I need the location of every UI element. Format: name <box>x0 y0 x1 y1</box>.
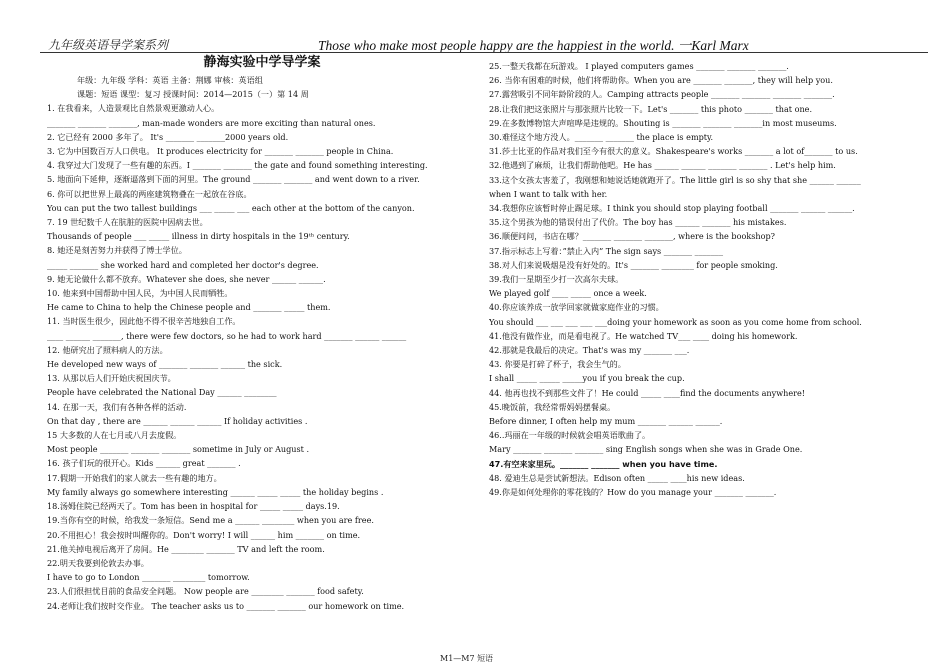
right-column <box>489 59 929 499</box>
exercise-line: You should ___ ___ ___ ___ ___doing your homework as soon as you come home from school. <box>489 316 862 327</box>
exercise-line: I shall _____ _____ _____you if you break the cup. <box>489 373 685 384</box>
exercise-line: He developed new ways of _______ _______ ______ the sick. <box>47 359 283 370</box>
exercise-line: You can put the two tallest buildings ___ _____ ___ each other at the bottom of the canyon. <box>47 202 415 213</box>
exercise-line: 38.对人们来说吸烟是没有好处的。It's _______ ________ for people smoking. <box>489 259 778 270</box>
exercise-line: 8. 她还是刻苦努力并获得了博士学位。 <box>47 245 187 256</box>
exercise-line: 37.指示标志上写着：”禁止入内” The sign says _______ _______ <box>489 245 723 256</box>
exercise-line: 42.那就是我最后的决定。That's was my _______ ___. <box>489 345 690 356</box>
exercise-line: 36.顺便问问，书店在哪？_______ _______ _______, where is the bookshop? <box>489 231 775 242</box>
exercise-line: 12. 他研究出了照料病人的方法。 <box>47 344 168 355</box>
exercise-line: 40.你应该养成一放学回家就做家庭作业的习惯。 <box>489 302 664 313</box>
worksheet-title: 静海实验中学导学案 <box>203 55 321 70</box>
exercise-line: 23.人们很担忧目前的食品安全问题。 Now people are ________ _______ food safety. <box>47 586 364 597</box>
exercise-line: 25.一整天我都在玩游戏。 I played computers games _______ _______ _______. <box>489 61 789 71</box>
exercise-line: Most people _______ _______ _______ sometime in July or August . <box>47 444 310 455</box>
exercise-line: ____ ______ _______, there were few doctors, so he had to work hard _______ ______ ______ <box>47 330 407 341</box>
exercise-line: 47.有空来家里玩。_______ _______ when you have time. <box>489 458 718 469</box>
meta-line: 年级：九年级 学科：英语 主备：荆娜 审核：英语组 <box>77 75 263 85</box>
left-column <box>47 54 477 613</box>
exercise-line: I have to go to London _______ ________ tomorrow. <box>47 572 250 583</box>
exercise-line: 5. 地面向下延伸，逐渐逼落到下面的河里。The ground _______ _______ and went down to a river. <box>47 174 420 185</box>
exercise-line: 21.他关掉电视后离开了房间。He ________ _______ TV and left the room. <box>47 543 325 554</box>
exercise-line: He came to China to help the Chinese people and _______ _____ them. <box>47 302 331 313</box>
exercise-line: 20.不用担心！我会按时叫醒你的。Don't worry! I will ______ him _______ on time. <box>47 529 361 540</box>
left-exercise-list <box>47 101 477 612</box>
exercise-line: 18.汤姆住院已经两天了。Tom has been in hospital for _____ _____ days.19. <box>47 501 340 512</box>
exercise-line: 9. 她无论做什么都不放弃。Whatever she does, she never ______ ______. <box>47 273 326 284</box>
exercise-line: On that day , there are ______ ______ ______ If holiday activities . <box>47 415 308 426</box>
exercise-line: Before dinner, I often help my mum _______ ______ ______. <box>489 416 723 427</box>
exercise-line: 48. 爱迪生总是尝试新想法。Edison often _____ ____his new ideas. <box>489 472 745 483</box>
exercise-line: Thousands of people ___ _____ illness in dirty hospitals in the 19ᵗʰ century. <box>47 231 350 242</box>
page-header <box>20 36 932 52</box>
exercise-line: My family always go somewhere interesting ______ _____ _____ the holiday begins . <box>47 486 384 497</box>
exercise-line: 31.莎士比亚的作品对我们至今有很大的意义。Shakespeare's works _______ a lot of_______ to us. <box>489 146 858 157</box>
exercise-line: 35.这个男孩为他的错误付出了代价。The boy has ______ _______ his mistakes. <box>489 217 787 228</box>
exercise-line: 13. 从那以后人们开始庆祝国庆节。 <box>47 373 176 384</box>
exercise-line: 30.难怪这个地方没人。_______ _______ the place is empty. <box>489 132 714 143</box>
exercise-line: 34.我想你应该暂时停止踢足球。I think you should stop playing football _______ ______ ______. <box>489 203 855 214</box>
page-footer: M1—M7 短语 <box>440 654 494 663</box>
exercise-line: Mary _______ _______ _______ sing English songs when she was in Grade One. <box>489 444 803 455</box>
exercise-line: 2. 它已经有 2000 多年了。 It's _______ _______2000 years old. <box>47 131 289 142</box>
series-title: 九年级英语导学案系列 <box>48 38 169 52</box>
header-rule <box>40 52 928 53</box>
exercise-line: _____ _______ she worked hard and completed her doctor's degree. <box>47 259 319 270</box>
exercise-line: 10. 他来到中国帮助中国人民，为中国人民而牺牲。 <box>47 288 233 299</box>
exercise-line: 32.他遇到了麻烦，让我们帮助他吧。He has ______ ______ _______ _______ . Let's help him. <box>489 160 836 171</box>
exercise-line: 3. 它为中国数百万人口供电。 It produces electricity for _______ _______ people in China. <box>47 146 394 157</box>
exercise-line: 1. 在我看来，人造景观比自然景观更激动人心。 <box>47 103 220 114</box>
exercise-line: 44. 他再也找不到那些文件了！He could _____ ____find the documents anywhere! <box>489 387 806 398</box>
exercise-line: 6. 你可以把世界上最高的两座建筑物叠在一起放在谷底。 <box>47 188 252 199</box>
exercise-line: 33.这个女孩太害羞了，我刚想和她说话她就跑开了。The little girl is so shy that she ______ ______ <box>489 174 861 185</box>
exercise-line: People have celebrated the National Day ______ ________ <box>47 387 277 398</box>
exercise-line: 46..玛丽在一年级的时候就会唱英语歌曲了。 <box>489 430 651 441</box>
exercise-line: 14. 在那一天，我们有各种各样的活动. <box>47 401 187 412</box>
exercise-line: 7. 19 世纪数千人在肮脏的医院中因病去世。 <box>47 217 208 228</box>
exercise-line: 15 大多数的人在七月或八月去度假。 <box>47 430 182 441</box>
exercise-line: 49.你是如何处理你的零花钱的？How do you manage your _______ _______. <box>489 487 777 498</box>
exercise-line: _______ _______ _______, man-made wonders are more exciting than natural ones. <box>47 117 376 128</box>
exercise-line: when I want to talk with her. <box>489 188 608 199</box>
exercise-line: 16. 孩子们玩的很开心。Kids ______ great _______ . <box>47 458 241 469</box>
exercise-line: 27.露营吸引不同年龄阶段的人。Camping attracts people _______ _______ _______ _______. <box>489 89 835 100</box>
exercise-line: 45.晚饭前，我经常帮妈妈摆餐桌。 <box>489 401 616 412</box>
exercise-line: 24.老师让我们按时交作业。 The teacher asks us to _______ _______ our homework on time. <box>47 600 405 611</box>
exercise-line: 4. 我穿过大门发现了一些有趣的东西。I _______ _______ the gate and found something interesting. <box>47 160 428 171</box>
exercise-line: 41.他没有做作业，而是看电视了。He watched TV___ ____ doing his homework. <box>489 330 798 341</box>
exercise-line: We played golf ____ _____ once a week. <box>489 288 647 299</box>
exercise-line: 22.明天我要到伦敦去办事。 <box>47 557 149 568</box>
exercise-line: 28.让我们把这张照片与那张照片比较一下。Let's _______ this photo _______ that one. <box>489 103 813 114</box>
exercise-line: 17.假期一开始我们的家人就去一些有趣的地方。 <box>47 472 222 483</box>
exercise-line: 43. 你要是打碎了杯子，我会生气的。 <box>489 359 626 370</box>
exercise-line: 26. 当你有困难的时候，他们将帮助你。When you are _______ _______, they will help you. <box>489 75 833 86</box>
meta-line: 课题：短语 课型：复习 授课时间：2014—2015（一）第 14 周 <box>77 89 309 100</box>
exercise-line: 19.当你有空的时候，给我发一条短信。Send me a ______ ________ when you are free. <box>47 515 374 526</box>
exercise-line: 39.我们一星期至少打一次高尔夫球。 <box>489 274 624 285</box>
exercise-line: 29.在多数博物馆大声喧哗是违规的。Shouting is _______ _______ _______in most museums. <box>489 117 837 128</box>
exercise-line: 11. 当时医生很少，因此他不得不很辛苦地独自工作。 <box>47 316 241 327</box>
right-exercise-list <box>489 59 929 499</box>
motto-quote: Those who make most people happy are the happiest in the world. 一Karl Marx <box>318 38 749 53</box>
